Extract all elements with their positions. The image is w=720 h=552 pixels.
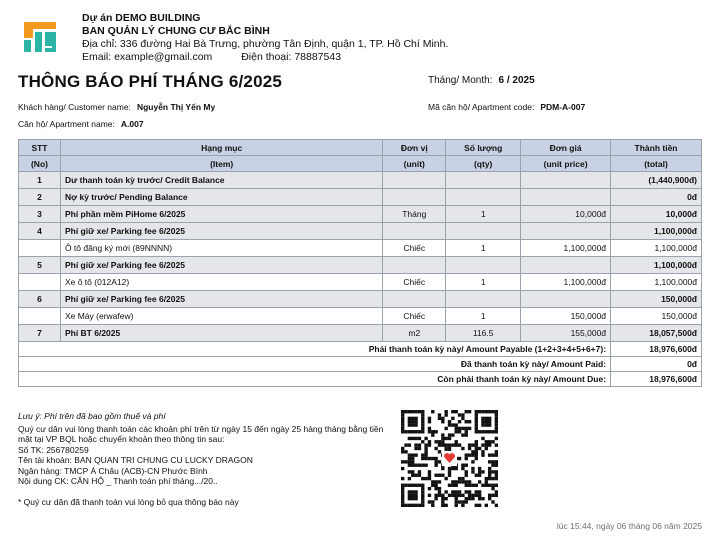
apartment-code-label: Mã căn hộ/ Apartment code: xyxy=(428,102,535,112)
tax-note: Lưu ý: Phí trên đã bao gồm thuế và phí xyxy=(18,411,166,421)
summary-row xyxy=(19,372,702,387)
cell-qty: 1 xyxy=(446,206,521,223)
customer-name xyxy=(18,102,215,112)
cell-qty xyxy=(446,189,521,206)
summary-row xyxy=(19,342,702,357)
bank-name: Ngân hàng: TMCP Á Châu (ACB)-CN Phước Bình xyxy=(18,465,208,476)
cell-price xyxy=(521,189,611,206)
summary-label: Còn phải thanh toán kỳ này/ Amount Due: xyxy=(19,372,611,387)
summary-label: Phải thanh toán kỳ này/ Amount Payable (1+2+3+4+5+6+7): xyxy=(19,342,611,357)
phone: Điện thoại: 78887543 xyxy=(241,51,342,63)
cell-qty xyxy=(446,172,521,189)
account-number: Số TK: 256780259 xyxy=(18,444,89,455)
cell-qty xyxy=(446,223,521,240)
cell-total: 1,100,000đ xyxy=(611,223,702,240)
document-header xyxy=(18,10,708,66)
cell-total: 0đ xyxy=(611,189,702,206)
email: Email: example@gmail.com xyxy=(82,51,213,63)
cell-qty: 1 xyxy=(446,240,521,257)
table-row xyxy=(19,308,702,325)
cell-unit: m2 xyxy=(383,325,446,342)
cell-stt: 2 xyxy=(19,189,61,206)
cell-total: 10,000đ xyxy=(611,206,702,223)
col-header-price: Đơn giá xyxy=(521,140,611,156)
payment-notes xyxy=(18,411,398,507)
col-header-item-en: (Item) xyxy=(60,156,382,172)
table-header-row xyxy=(19,140,702,156)
cell-price: 155,000đ xyxy=(521,325,611,342)
apartment-code-value: PDM-A-007 xyxy=(540,102,586,112)
cell-price xyxy=(521,223,611,240)
cell-unit: Tháng xyxy=(383,206,446,223)
cell-stt xyxy=(19,274,61,291)
cell-item: Ô tô đăng ký mới (89NNNN) xyxy=(60,240,382,257)
customer-name-label: Khách hàng/ Customer name: xyxy=(18,102,131,112)
fee-table xyxy=(18,139,702,387)
cell-qty xyxy=(446,291,521,308)
table-row xyxy=(19,223,702,240)
col-header-unit: Đơn vị xyxy=(383,140,446,156)
table-row xyxy=(19,172,702,189)
apartment-name-value: A.007 xyxy=(120,119,144,129)
cell-unit: Chiếc xyxy=(383,274,446,291)
project-name: Dự án DEMO BUILDING xyxy=(82,12,201,24)
cell-unit xyxy=(383,291,446,308)
col-header-stt-en: (No) xyxy=(19,156,61,172)
page-title: THÔNG BÁO PHÍ THÁNG 6/2025 xyxy=(18,72,283,91)
cell-qty: 116.5 xyxy=(446,325,521,342)
table-row xyxy=(19,274,702,291)
summary-value: 0đ xyxy=(611,357,702,372)
cell-price: 10,000đ xyxy=(521,206,611,223)
cell-price: 150,000đ xyxy=(521,308,611,325)
cell-qty xyxy=(446,257,521,274)
cell-price xyxy=(521,257,611,274)
cell-item: Phí BT 6/2025 xyxy=(60,325,382,342)
footnote: * Quý cư dân đã thanh toán vui lòng bỏ qua thông báo này xyxy=(18,496,239,507)
cell-total: 1,100,000đ xyxy=(611,274,702,291)
col-header-total-en: (total) xyxy=(611,156,702,172)
cell-unit: Chiếc xyxy=(383,308,446,325)
cell-stt: 7 xyxy=(19,325,61,342)
cell-total: 18,057,500đ xyxy=(611,325,702,342)
payment-instruction: Quý cư dân vui lòng thanh toán các khoản phí trên từ ngày 15 đến ngày 25 hàng tháng bằng tiền mặt tại VP BQL hoặc chuyển khoản theo thông tin sau: xyxy=(18,423,384,444)
cell-unit xyxy=(383,223,446,240)
cell-item: Dư thanh toán kỳ trước/ Credit Balance xyxy=(60,172,382,189)
cell-total: (1,440,900đ) xyxy=(611,172,702,189)
apartment-name-label: Căn hộ/ Apartment name: xyxy=(18,119,115,129)
customer-name-value: Nguyễn Thị Yến My xyxy=(136,102,216,112)
cell-item: Nợ kỳ trước/ Pending Balance xyxy=(60,189,382,206)
col-header-qty: Số lượng xyxy=(446,140,521,156)
cell-qty: 1 xyxy=(446,274,521,291)
billing-month xyxy=(428,75,535,86)
apartment-name xyxy=(18,119,144,129)
col-header-price-en: (unit price) xyxy=(521,156,611,172)
cell-price xyxy=(521,172,611,189)
cell-stt xyxy=(19,240,61,257)
table-row xyxy=(19,325,702,342)
transfer-content: Nội dung CK: CĂN HỘ _ Thanh toán phí tháng.../20.. xyxy=(18,476,218,486)
payment-qr-code xyxy=(401,410,498,507)
cell-item: Xe Máy (erwafew) xyxy=(60,308,382,325)
table-header-row-en xyxy=(19,156,702,172)
col-header-item: Hạng mục xyxy=(60,140,382,156)
organization-info xyxy=(82,12,448,64)
billing-month-label: Tháng/ Month: xyxy=(428,75,493,86)
summary-value: 18,976,600đ xyxy=(611,342,702,357)
cell-total: 1,100,000đ xyxy=(611,240,702,257)
print-timestamp: lúc 15:44, ngày 06 tháng 06 năm 2025 xyxy=(556,521,702,531)
building-logo-icon xyxy=(22,18,58,54)
account-name: Tên tài khoản: BAN QUAN TRI CHUNG CU LUCKY DRAGON xyxy=(18,455,253,465)
cell-total: 150,000đ xyxy=(611,308,702,325)
cell-item: Phí giữ xe/ Parking fee 6/2025 xyxy=(60,257,382,274)
cell-unit xyxy=(383,257,446,274)
cell-price: 1,100,000đ xyxy=(521,274,611,291)
cell-price xyxy=(521,291,611,308)
cell-stt: 1 xyxy=(19,172,61,189)
cell-item: Phí giữ xe/ Parking fee 6/2025 xyxy=(60,223,382,240)
cell-unit xyxy=(383,189,446,206)
cell-stt: 4 xyxy=(19,223,61,240)
summary-row xyxy=(19,357,702,372)
cell-item: Phí phần mềm PiHome 6/2025 xyxy=(60,206,382,223)
cell-price: 1,100,000đ xyxy=(521,240,611,257)
col-header-stt: STT xyxy=(19,140,61,156)
summary-label: Đã thanh toán kỳ này/ Amount Paid: xyxy=(19,357,611,372)
table-row xyxy=(19,257,702,274)
cell-unit xyxy=(383,172,446,189)
cell-total: 1,100,000đ xyxy=(611,257,702,274)
address: Địa chỉ: 336 đường Hai Bà Trưng, phường Tân Định, quận 1, TP. Hồ Chí Minh. xyxy=(82,38,449,50)
cell-stt xyxy=(19,308,61,325)
apartment-code xyxy=(428,102,585,112)
col-header-qty-en: (qty) xyxy=(446,156,521,172)
cell-qty: 1 xyxy=(446,308,521,325)
table-row xyxy=(19,206,702,223)
cell-unit: Chiếc xyxy=(383,240,446,257)
table-row xyxy=(19,240,702,257)
cell-item: Phí giữ xe/ Parking fee 6/2025 xyxy=(60,291,382,308)
cell-stt: 5 xyxy=(19,257,61,274)
cell-stt: 6 xyxy=(19,291,61,308)
summary-value: 18,976,600đ xyxy=(611,372,702,387)
management-board-name: BAN QUẢN LÝ CHUNG CƯ BẮC BÌNH xyxy=(82,25,270,37)
cell-stt: 3 xyxy=(19,206,61,223)
table-row xyxy=(19,291,702,308)
table-row xyxy=(19,189,702,206)
cell-total: 150,000đ xyxy=(611,291,702,308)
cell-item: Xe ô tô (012A12) xyxy=(60,274,382,291)
billing-month-value: 6 / 2025 xyxy=(498,75,535,86)
col-header-total: Thành tiền xyxy=(611,140,702,156)
col-header-unit-en: (unit) xyxy=(383,156,446,172)
